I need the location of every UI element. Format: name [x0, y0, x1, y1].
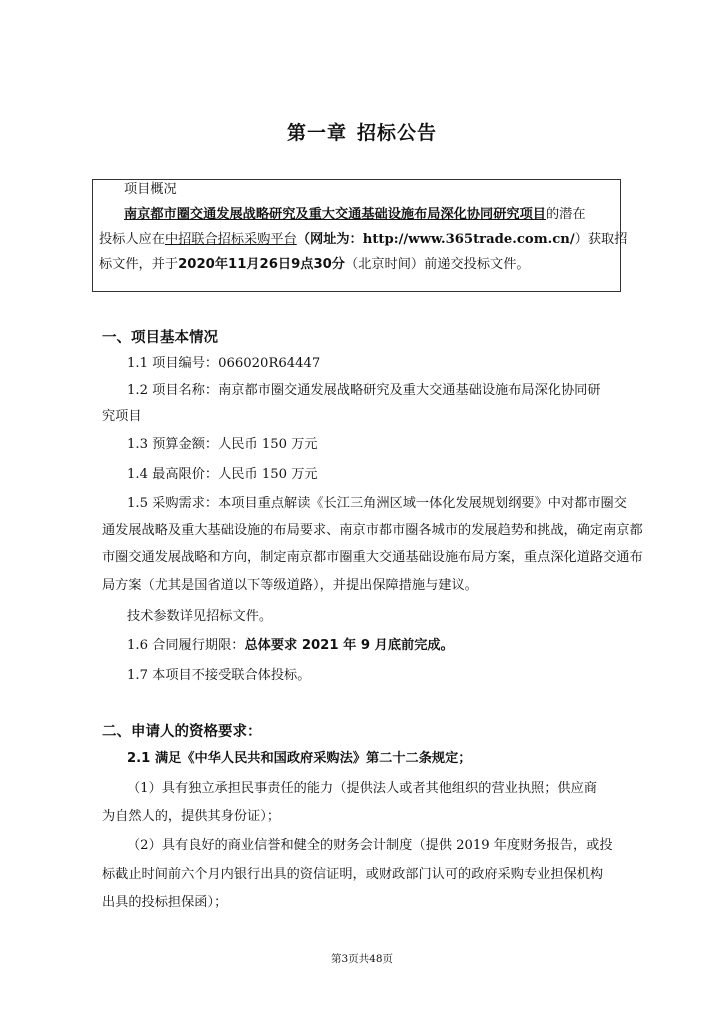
overview-line-3 — [99, 256, 530, 274]
item-1-6-label: 1.6 合同履行期限： — [127, 638, 245, 653]
overview-platform: 中招联合招标采购平台 — [164, 232, 297, 247]
item-1-1: 1.1 项目编号：066020R64447 — [127, 356, 321, 371]
overview-line3-tail: （北京时间）前递交投标文件。 — [345, 257, 530, 272]
overview-line2-tail: ）获取招 — [574, 232, 628, 247]
item-1-5-line-b: 通发展战略及重大基础设施的布局要求、南京市都市圈各城市的发展趋势和挑战，确定南京都 — [102, 523, 643, 538]
overview-line1-tail: 的潜在 — [546, 207, 586, 222]
item-1-3: 1.3 预算金额：人民币 150 万元 — [127, 437, 318, 452]
overview-url-label: （网址为： — [296, 232, 363, 247]
overview-project-name: 南京都市圈交通发展战略研究及重大交通基础设施布局深化协同研究项目 — [124, 207, 546, 222]
overview-url: http://www.365trade.com.cn/ — [362, 232, 575, 247]
item-1-7: 1.7 本项目不接受联合体投标。 — [127, 668, 311, 683]
item-1-5-line-a: 1.5 采购需求：本项目重点解读《长江三角洲区域一体化发展规划纲要》中对都市圈交 — [127, 496, 627, 511]
section2-heading: 二、申请人的资格要求： — [102, 724, 262, 740]
overview-deadline: 2020年11月26日9点30分 — [178, 257, 345, 272]
item-1-4: 1.4 最高限价：人民币 150 万元 — [127, 467, 318, 482]
item-1-6 — [127, 637, 454, 655]
item-1-5-line-d: 局方案（尤其是国省道以下等级道路），并提出保障措施与建议。 — [102, 578, 478, 593]
item-1-2-line-a: 1.2 项目名称：南京都市圈交通发展战略研究及重大交通基础设施布局深化协同研 — [127, 383, 601, 398]
item-1-2-line-b: 究项目 — [102, 409, 142, 424]
item-1-6-value: 总体要求 2021 年 9 月底前完成。 — [244, 638, 454, 653]
page-number: 第3页共48页 — [330, 953, 394, 965]
item-1-5-line-c: 市圈交通发展战略和方向，制定南京都市圈重大交通基础设施布局方案，重点深化道路交通布 — [102, 550, 643, 565]
chapter-number: 第一章 — [286, 122, 347, 144]
tech-params-note: 技术参数详见招标文件。 — [127, 609, 273, 624]
req-1-line-b: 为自然人的，提供其身份证）； — [102, 809, 281, 824]
overview-heading: 项目概况 — [124, 182, 177, 197]
req-2-line-c: 出具的投标担保函）； — [102, 895, 228, 910]
overview-line-2 — [99, 231, 627, 249]
chapter-name: 招标公告 — [357, 122, 438, 144]
section1-heading: 一、项目基本情况 — [102, 330, 218, 346]
item-2-1: 2.1 满足《中华人民共和国政府采购法》第二十二条规定； — [127, 751, 472, 766]
overview-line3-pre: 标文件，并于 — [99, 257, 179, 272]
chapter-title — [0, 118, 724, 145]
project-overview-box — [92, 179, 628, 292]
overview-line-1 — [124, 206, 586, 224]
req-1-line-a: （1）具有独立承担民事责任的能力（提供法人或者其他组织的营业执照；供应商 — [127, 781, 597, 796]
overview-line2-pre: 投标人应在 — [99, 232, 165, 247]
req-2-line-b: 标截止时间前六个月内银行出具的资信证明，或财政部门认可的政府采购专业担保机构 — [102, 867, 604, 882]
req-2-line-a: （2）具有良好的商业信誉和健全的财务会计制度（提供 2019 年度财务报告，或投 — [127, 838, 613, 853]
